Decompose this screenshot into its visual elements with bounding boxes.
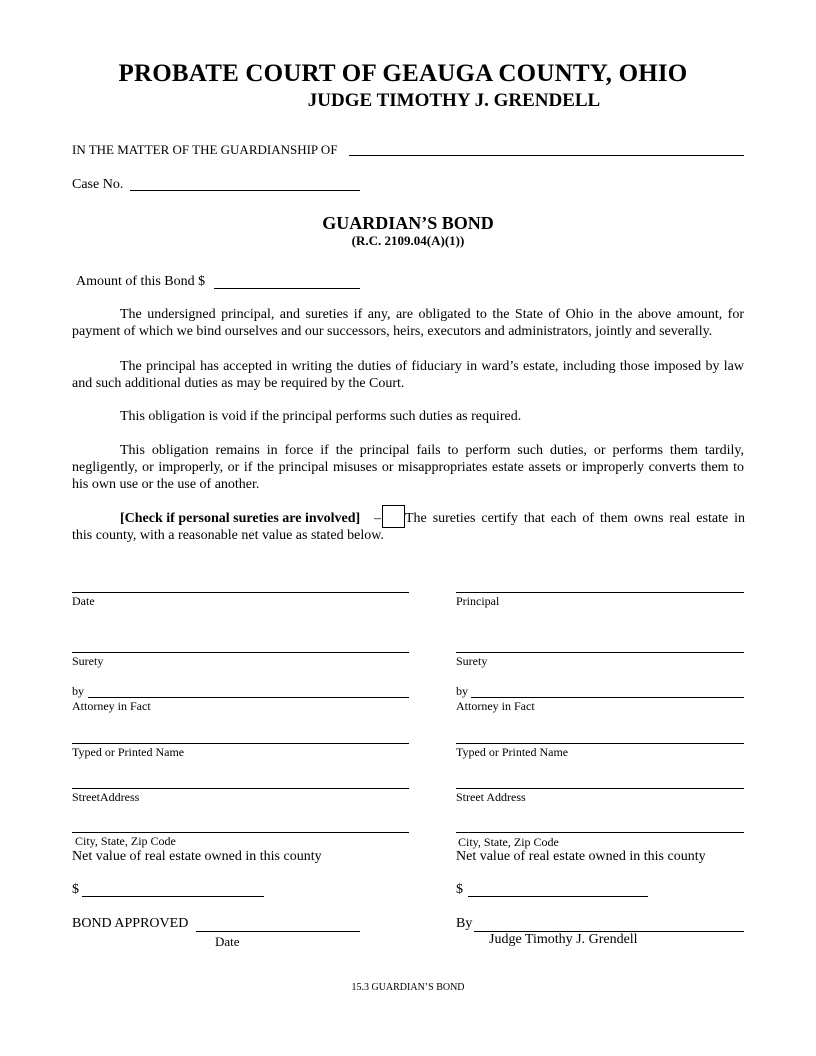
right-surety-signature-line[interactable] — [456, 652, 744, 653]
left-net-value-label: Net value of real estate owned in this county — [72, 849, 322, 864]
right-city-label: City, State, Zip Code — [458, 835, 559, 849]
principal-signature-line[interactable] — [456, 592, 744, 593]
right-net-value-label: Net value of real estate owned in this county — [456, 849, 706, 864]
left-dollar-sign: $ — [72, 882, 79, 897]
left-street-label: StreetAddress — [72, 790, 140, 804]
bond-approved-date-label: Date — [215, 934, 240, 949]
sureties-dash: – — [374, 511, 381, 526]
sureties-certify-text-2: this county, with a reasonable net value as stated below. — [72, 528, 384, 543]
amount-label: Amount of this Bond $ — [76, 274, 206, 289]
matter-field[interactable] — [349, 155, 744, 156]
paragraph-obligation: The undersigned principal, and sureties if any, are obligated to the State of Ohio in the above amount, for payment of which we bind ourselves and our successors, heirs, executors and administrators, jointly and severally. — [72, 307, 744, 339]
right-city-line[interactable] — [456, 832, 744, 833]
left-surety-signature-line[interactable] — [72, 652, 409, 653]
principal-label: Principal — [456, 594, 500, 608]
statute-reference: (R.C. 2109.04(A)(1)) — [351, 233, 465, 248]
right-typed-name-line[interactable] — [456, 743, 744, 744]
paragraph-void: This obligation is void if the principal performs such duties as required. — [120, 409, 522, 424]
amount-field[interactable] — [214, 288, 360, 289]
date-label: Date — [72, 594, 95, 608]
right-surety-label: Surety — [456, 654, 488, 668]
right-attorney-line[interactable] — [471, 697, 744, 698]
right-street-label: Street Address — [456, 790, 526, 804]
right-street-line[interactable] — [456, 788, 744, 789]
court-title: PROBATE COURT OF GEAUGA COUNTY, OHIO — [118, 60, 688, 87]
right-net-value-field[interactable] — [468, 896, 648, 897]
case-number-field[interactable] — [130, 190, 360, 191]
right-dollar-sign: $ — [456, 882, 463, 897]
right-by-label: by — [456, 684, 468, 698]
judge-title: JUDGE TIMOTHY J. GRENDELL — [307, 90, 601, 111]
left-attorney-label: Attorney in Fact — [72, 699, 151, 713]
form-title: GUARDIAN’S BOND — [322, 213, 494, 233]
personal-sureties-checkbox[interactable] — [382, 505, 405, 528]
bond-approved-label: BOND APPROVED — [72, 916, 189, 931]
date-signature-line[interactable] — [72, 592, 409, 593]
sureties-certify-text: The sureties certify that each of them owns real estate in — [405, 511, 745, 526]
left-city-line[interactable] — [72, 832, 409, 833]
left-typed-name-line[interactable] — [72, 743, 409, 744]
case-label: Case No. — [72, 177, 124, 192]
judge-name-label: Judge Timothy J. Grendell — [489, 932, 638, 947]
matter-label: IN THE MATTER OF THE GUARDIANSHIP OF — [72, 142, 338, 157]
by-judge-label: By — [456, 916, 473, 931]
left-city-label: City, State, Zip Code — [75, 834, 176, 848]
paragraph-in-force: This obligation remains in force if the principal fails to perform such duties, or performs them tardily, negligently, or improperly, or if the principal misuses or misappropriates estate assets or improperly converts them to his own use or the use of another. — [72, 443, 744, 492]
left-typed-name-label: Typed or Printed Name — [72, 745, 185, 759]
paragraph-duties: The principal has accepted in writing the duties of fiduciary in ward’s estate, including those imposed by law and such additional duties as may be required by the Court. — [72, 359, 744, 391]
left-by-label: by — [72, 684, 84, 698]
right-attorney-label: Attorney in Fact — [456, 699, 535, 713]
right-typed-name-label: Typed or Printed Name — [456, 745, 569, 759]
form-footer: 15.3 GUARDIAN’S BOND — [351, 982, 465, 993]
left-surety-label: Surety — [72, 654, 104, 668]
left-street-line[interactable] — [72, 788, 409, 789]
left-net-value-field[interactable] — [82, 896, 264, 897]
bond-approved-date-line[interactable] — [196, 931, 360, 932]
sureties-check-label: [Check if personal sureties are involved] — [120, 511, 361, 526]
left-attorney-line[interactable] — [88, 697, 409, 698]
